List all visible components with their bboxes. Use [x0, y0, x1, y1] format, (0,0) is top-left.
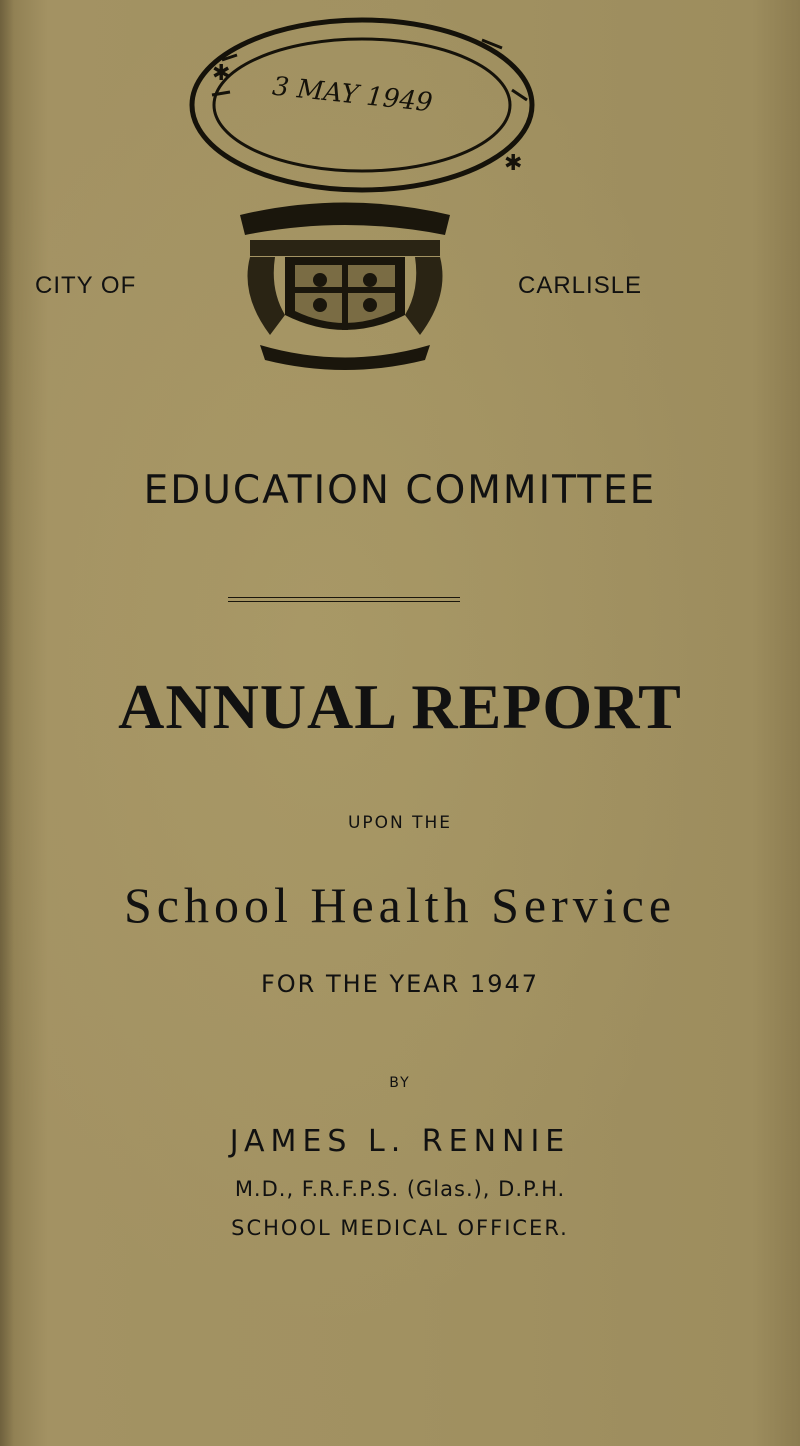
double-rule-bottom	[228, 601, 460, 602]
by-text: BY	[389, 1075, 411, 1091]
report-year: FOR THE YEAR 1947	[260, 970, 540, 998]
double-rule-top	[228, 597, 460, 598]
service-title: School Health Service	[123, 877, 677, 933]
header-carlisle: CARLISLE	[518, 272, 643, 299]
report-title: ANNUAL REPORT	[118, 671, 682, 742]
author-name: JAMES L. RENNIE	[229, 1124, 571, 1159]
header-city-of: CITY OF	[35, 272, 137, 299]
upon-the-text: UPON THE	[347, 813, 453, 833]
svg-text:✱: ✱	[212, 61, 231, 86]
author-role: SCHOOL MEDICAL OFFICER.	[231, 1216, 569, 1240]
committee-heading: EDUCATION COMMITTEE	[143, 468, 657, 513]
city-crest-emblem	[230, 195, 460, 370]
svg-text:✱: ✱	[504, 151, 523, 176]
stamp-date: 3 MAY 1949	[270, 71, 434, 119]
author-degrees: M.D., F.R.F.P.S. (Glas.), D.P.H.	[234, 1177, 566, 1201]
